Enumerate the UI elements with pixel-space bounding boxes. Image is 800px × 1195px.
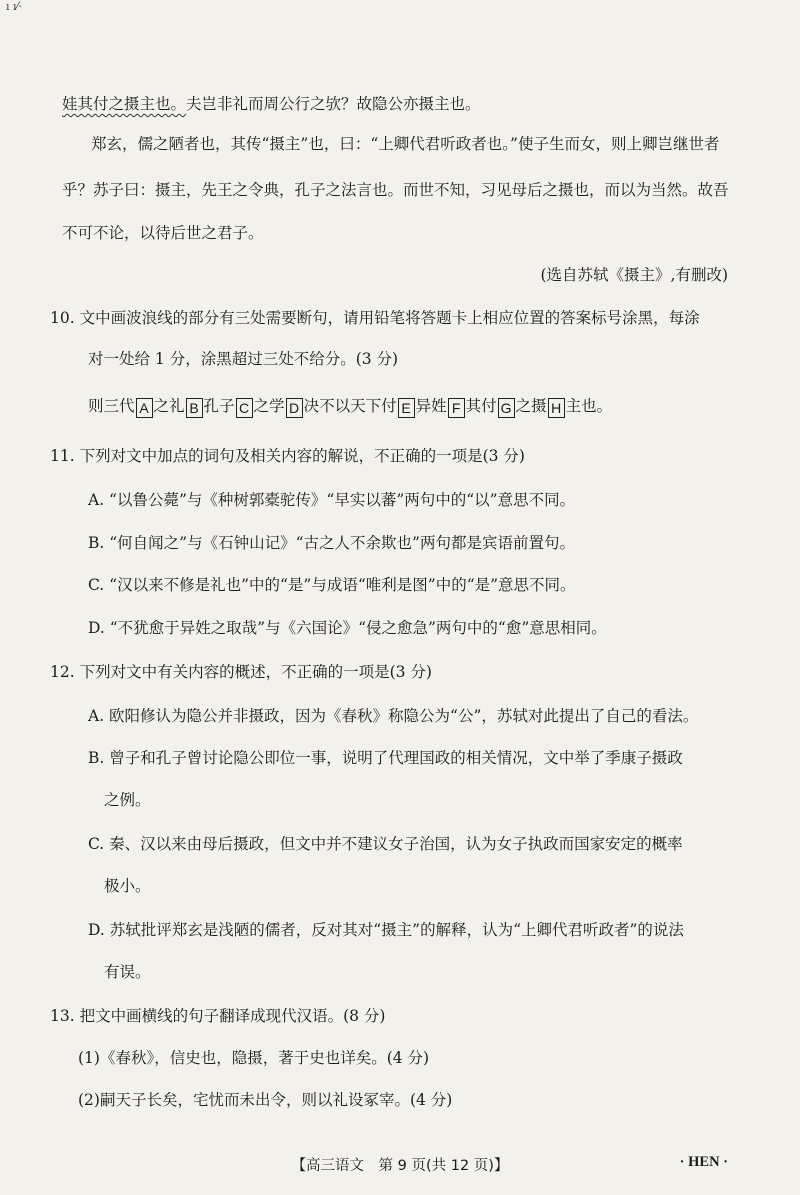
q10-sentence: [0, 396, 800, 418]
passage-line-2: 郑玄，儒之陋者也，其传“摄主”也，曰：“上卿代君听政者也。”使子生而女，则上卿岂继世者: [91, 135, 720, 153]
answer-box-g[interactable]: G: [498, 398, 515, 418]
q12-option-b-line-1: B. 曾子和孔子曾讨论隐公即位一事，说明了代理国政的相关情况，文中举了季康子摄政: [88, 749, 683, 767]
passage-line-1: [0, 94, 800, 114]
segment: 孔子: [203, 397, 235, 415]
q12-stem: 12. 下列对文中有关内容的概述，不正确的一项是(3 分): [50, 663, 432, 681]
answer-box-a[interactable]: A: [136, 398, 153, 418]
q12-option-c-line-1: C. 秦、汉以来由母后摄政，但文中并不建议女子治国，认为女子执政而国家安定的概率: [88, 835, 683, 853]
q11-option-b: B. “何自闻之”与《石钟山记》“古之人不余欺也”两句都是宾语前置句。: [88, 534, 575, 552]
answer-box-e[interactable]: E: [398, 398, 415, 418]
q11-option-a: A. “以鲁公薨”与《种树郭橐驼传》“早实以蕃”两句中的“以”意思不同。: [88, 491, 576, 509]
q12-option-c-line-2: 极小。: [104, 877, 151, 895]
scan-corner-mark: ı ı⁄·: [6, 0, 22, 13]
q12-option-d-line-2: 有误。: [104, 963, 151, 981]
q11-option-c: C. “汉以来不修是礼也”中的“是”与成语“唯利是图”中的“是”意思不同。: [88, 576, 576, 594]
segment: 主也。: [565, 397, 613, 415]
passage-source: (选自苏轼《摄主》,有删改): [540, 266, 728, 284]
segment: 之礼: [153, 397, 185, 415]
q12-option-d-line-1: D. 苏轼批评郑玄是浅陋的儒者，反对其对“摄主”的解释，认为“上卿代君听政者”的说法: [88, 921, 684, 939]
answer-box-h[interactable]: H: [548, 398, 565, 418]
q12-option-b-line-2: 之例。: [104, 791, 151, 809]
segment: 其付: [465, 397, 497, 415]
answer-box-c[interactable]: C: [236, 398, 253, 418]
segment: 异姓: [415, 397, 447, 415]
segment: 则三代: [88, 397, 135, 415]
passage-line-4: 不可不论，以待后世之君子。: [62, 224, 264, 242]
wavy-underlined-text: 娃其付之摄主也。: [62, 95, 187, 113]
q10-stem-line-1: 10. 文中画波浪线的部分有三处需要断句，请用铅笔将答题卡上相应位置的答案标号涂黑，每涂: [50, 309, 700, 327]
page-number: 【高三语文 第 9 页(共 12 页)】: [291, 1158, 509, 1174]
answer-box-b[interactable]: B: [186, 398, 203, 418]
segment: 决不以天下付: [303, 397, 397, 415]
q13-sentence-2: (2)嗣天子长矣，宅忧而未出令，则以礼设冢宰。(4 分): [78, 1091, 453, 1109]
q13-sentence-1: (1)《春秋》，信史也，隐摄，著于史也详矣。(4 分): [78, 1049, 430, 1067]
segment: 之摄: [515, 397, 547, 415]
q13-stem: 13. 把文中画横线的句子翻译成现代汉语。(8 分): [50, 1007, 386, 1025]
passage-line-1-rest: 夫岂非礼而周公行之欤？故隐公亦摄主也。: [186, 95, 481, 113]
segment: 之学: [253, 397, 285, 415]
paper-code: · HEN ·: [679, 1154, 728, 1170]
answer-box-d[interactable]: D: [286, 398, 303, 418]
passage-line-3: 乎？苏子曰：摄主，先王之令典，孔子之法言也。而世不知，习见母后之摄也，而以为当然。故吾: [62, 181, 729, 199]
q11-option-d: D. “不犹愈于异姓之取哉”与《六国论》“侵之愈急”两句中的“愈”意思相同。: [88, 619, 607, 637]
q11-stem: 11. 下列对文中加点的词句及相关内容的解说，不正确的一项是(3 分): [50, 447, 525, 465]
q10-stem-line-2: 对一处给 1 分，涂黑超过三处不给分。(3 分): [88, 350, 399, 368]
answer-box-f[interactable]: F: [448, 398, 465, 418]
q12-option-a: A. 欧阳修认为隐公并非摄政，因为《春秋》称隐公为“公”，苏轼对此提出了自己的看法。: [88, 707, 699, 725]
